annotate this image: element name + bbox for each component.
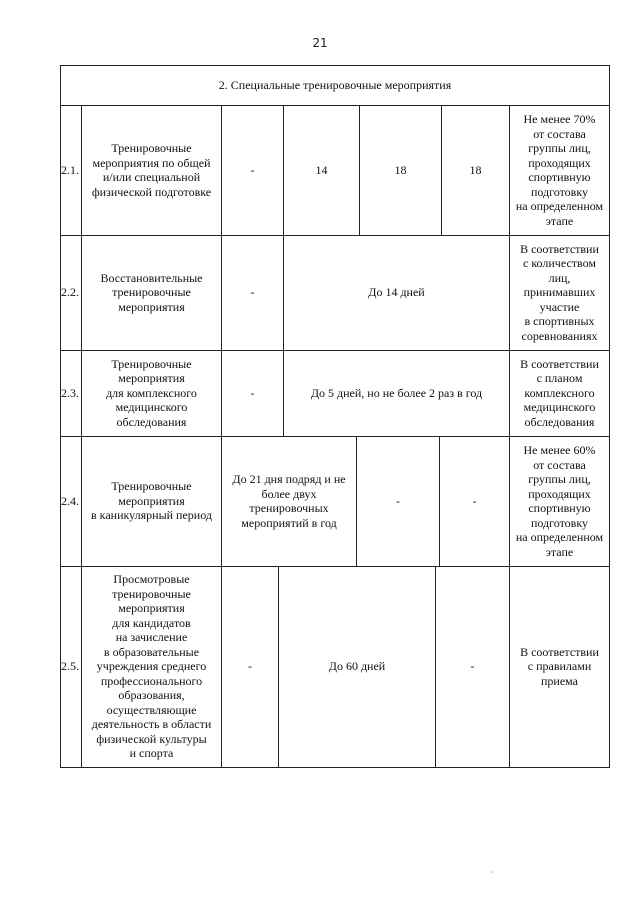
row-number: 2.5.: [61, 659, 79, 674]
merged-value-cell: До 60 дней: [328, 659, 386, 674]
value-cell: -: [248, 659, 252, 674]
value-cell: -: [250, 385, 255, 400]
section-title: 2. Специальные тренировочные мероприятия: [218, 78, 452, 93]
value-cell: -: [396, 493, 400, 508]
value-cell: -: [472, 493, 477, 508]
value-cell: -: [250, 285, 255, 300]
note-cell: Не менее 60% от состава группы лиц, проходящих спортивную подготовку на определенном этапе: [515, 443, 604, 559]
event-name: Тренировочные мероприятия по общей и/или специальной физической подготовке: [91, 141, 212, 199]
note-cell: В соответствии с количеством лиц, принимавших участие в спортивных соревнованиях: [520, 241, 599, 343]
event-name: Просмотровые тренировочные мероприятия для кандидатов на зачисление в образовательные учреждения среднего профессионального образования, осуществляющие деятельность в области физической культуры и спорта: [91, 572, 212, 761]
page-number: 21: [312, 36, 328, 50]
value-cell: -: [250, 162, 255, 177]
value-cell: 18: [469, 162, 482, 177]
merged-value-cell: До 5 дней, но не более 2 раз в год: [310, 385, 483, 400]
note-cell: Не менее 70% от состава группы лиц, проходящих спортивную подготовку на определенном этапе: [515, 112, 604, 228]
row-number: 2.2.: [61, 285, 79, 300]
note-cell: В соответствии с планом комплексного медицинского обследования: [520, 356, 599, 429]
event-name: Восстановительные тренировочные мероприятия: [100, 270, 203, 314]
merged-value-cell: До 21 дня подряд и не более двух тренировочных мероприятий в год: [232, 472, 346, 530]
row-number: 2.3.: [61, 385, 79, 400]
merged-value-cell: До 14 дней: [368, 285, 425, 300]
value-cell: 18: [394, 162, 407, 177]
event-name: Тренировочные мероприятия для комплексного медицинского обследования: [106, 356, 197, 429]
value-cell: 14: [315, 162, 328, 177]
row-number: 2.4.: [61, 493, 79, 508]
note-cell: В соответствии с правилами приема: [520, 644, 599, 688]
value-cell: -: [470, 659, 475, 674]
training-events-table: [60, 65, 610, 768]
scan-speck: ·: [490, 868, 493, 877]
event-name: Тренировочные мероприятия в каникулярный период: [91, 479, 212, 523]
row-number: 2.1.: [61, 162, 79, 177]
